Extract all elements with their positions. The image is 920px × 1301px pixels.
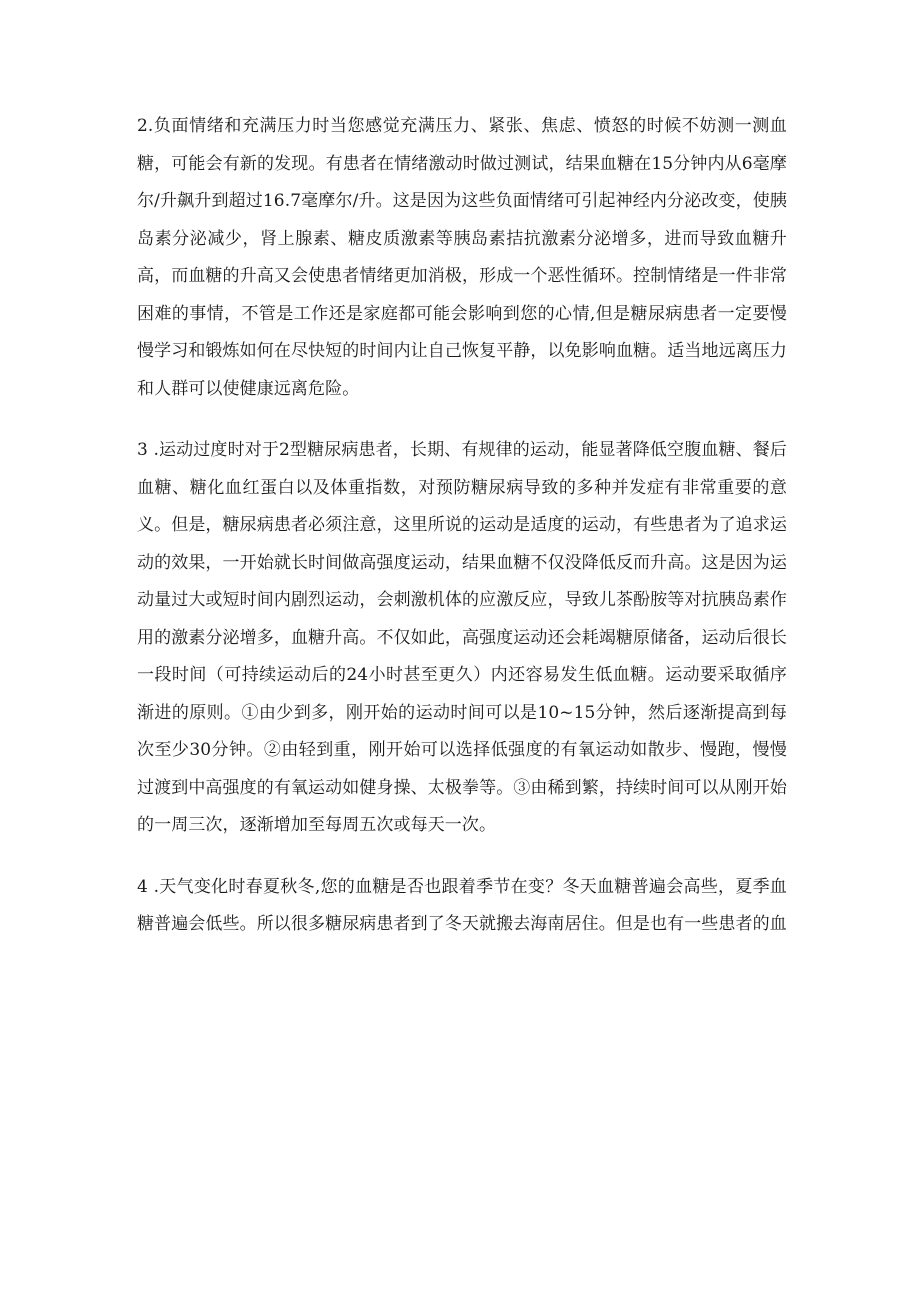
paragraph-excessive-exercise: 3 .运动过度时对于2型糖尿病患者，长期、有规律的运动，能显著降低空腹血糖、餐后血糖、糖化血红蛋白以及体重指数，对预防糖尿病导致的多种并发症有非常重要的意义。但是，糖尿病患者必须注意，这里所说的运动是适度的运动，有些患者为了追求运动的效果，一开始就长时间做高强度运动，结果血糖不仅没降低反而升高。这是因为运动量过大或短时间内剧烈运动，会刺激机体的应激反应，导致儿茶酚胺等对抗胰岛素作用的激素分泌增多，血糖升高。不仅如此，高强度运动还会耗竭糖原储备，运动后很长一段时间（可持续运动后的24小时甚至更久）内还容易发生低血糖。运动要采取循序渐进的原则。①由少到多，刚开始的运动时间可以是10~15分钟，然后逐渐提高到每次至少30分钟。②由轻到重，刚开始可以选择低强度的有氧运动如散步、慢跑，慢慢过渡到中高强度的有氧运动如健身操、太极拳等。③由稀到繁，持续时间可以从刚开始的一周三次，逐渐增加至每周五次或每天一次。	[137, 440, 787, 835]
paragraph-weather-changes: 4 .天气变化时春夏秋冬,您的血糖是否也跟着季节在变？冬天血糖普遍会高些，夏季血糖普遍会低些。所以很多糖尿病患者到了冬天就搬去海南居住。但是也有一些患者的血	[137, 876, 787, 934]
paragraph-negative-emotions: 2.负面情绪和充满压力时当您感觉充满压力、紧张、焦虑、愤怒的时候不妨测一测血糖，可能会有新的发现。有患者在情绪激动时做过测试，结果血糖在15分钟内从6毫摩尔/升飙升到超过16.7毫摩尔/升。这是因为这些负面情绪可引起神经内分泌改变，使胰岛素分泌减少，肾上腺素、糖皮质激素等胰岛素拮抗激素分泌增多，进而导致血糖升高，而血糖的升高又会使患者情绪更加消极，形成一个恶性循环。控制情绪是一件非常困难的事情，不管是工作还是家庭都可能会影响到您的心情,但是糖尿病患者一定要慢慢学习和锻炼如何在尽快短的时间内让自己恢复平静，以免影响血糖。适当地远离压力和人群可以使健康远离危险。	[137, 116, 787, 399]
document-page	[137, 108, 787, 944]
